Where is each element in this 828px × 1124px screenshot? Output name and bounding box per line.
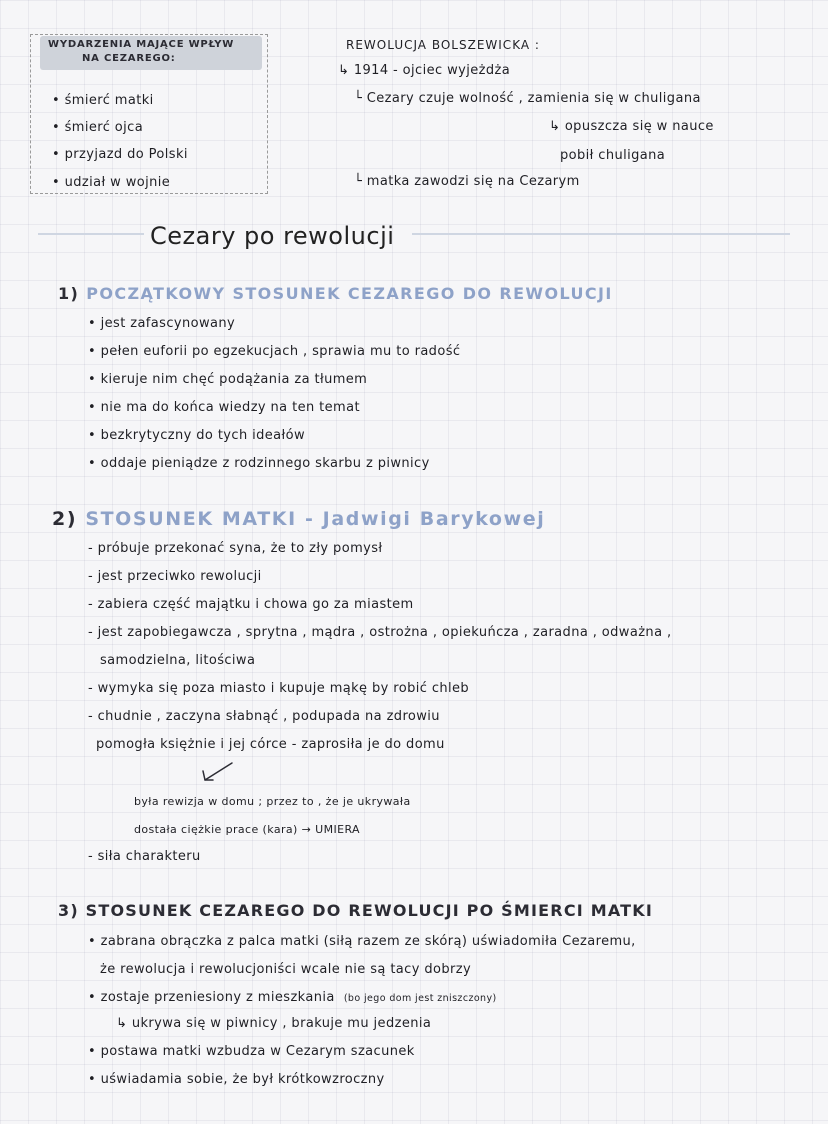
section1-number: 1): [58, 284, 80, 303]
page-title: Cezary po rewolucji: [150, 222, 395, 250]
list-item: - wymyka się poza miasto i kupuje mąkę by robić chleb: [88, 681, 470, 696]
revolution-line: [338, 63, 510, 78]
list-item: • nie ma do końca wiedzy na ten temat: [88, 400, 360, 415]
list-item: - jest zapobiegawcza , sprytna , mądra , ostrożna , opiekuńcza , zaradna , odważna ,: [88, 625, 672, 640]
branch-mark: └: [354, 91, 367, 106]
revolution-line: [354, 91, 701, 106]
title-line-left: [38, 233, 144, 235]
list-item: • zabrana obrączka z palca matki (siłą razem ze skórą) uświadomiła Cezaremu,: [88, 934, 636, 949]
list-item: - zabiera część majątku i chowa go za miastem: [88, 597, 414, 612]
section3-title: STOSUNEK CEZAREGO DO REWOLUCJI PO ŚMIERCI MATKI: [85, 901, 654, 920]
list-item-aside: (bo jego dom jest zniszczony): [343, 993, 497, 1004]
branch-mark: ↳: [116, 1016, 132, 1031]
section3-number: 3): [58, 901, 79, 920]
section1-title: POCZĄTKOWY STOSUNEK CEZAREGO DO REWOLUCJI: [86, 284, 613, 303]
list-item: pomogła księżnie i jej córce - zaprosiła je do domu: [96, 737, 445, 752]
revolution-text: opuszcza się w nauce: [564, 119, 714, 134]
list-item-continued: samodzielna, litościwa: [100, 653, 256, 668]
list-item: • jest zafascynowany: [88, 316, 235, 331]
list-item-text: ukrywa się w piwnicy , brakuje mu jedzenia: [131, 1016, 432, 1031]
list-item: - chudnie , zaczyna słabnąć , podupada na zdrowiu: [88, 709, 440, 724]
revolution-line: pobił chuligana: [560, 148, 666, 163]
event-item: • przyjazd do Polski: [52, 147, 188, 162]
revolution-text: 1914 - ojciec wyjeżdża: [353, 63, 511, 78]
event-item: • udział w wojnie: [52, 175, 170, 190]
section2-title: STOSUNEK MATKI - Jadwigi Barykowej: [85, 508, 546, 530]
event-item: • śmierć matki: [52, 93, 154, 108]
revolution-text: matka zawodzi się na Cezarym: [366, 174, 580, 189]
title-line-right: [412, 233, 790, 235]
list-item: - próbuje przekonać syna, że to zły pomysł: [88, 541, 383, 556]
list-item: - jest przeciwko rewolucji: [88, 569, 262, 584]
section2-heading: [52, 508, 545, 530]
revolution-heading: REWOLUCJA BOLSZEWICKA :: [346, 38, 540, 52]
list-item: • uświadamia sobie, że był krótkowzroczny: [88, 1072, 385, 1087]
list-item: [88, 990, 497, 1005]
events-box-title-line1: WYDARZENIA MAJĄCE WPŁYW: [48, 39, 235, 50]
list-item-text: • zostaje przeniesiony z mieszkania: [88, 990, 335, 1005]
revolution-text: Cezary czuje wolność , zamienia się w chuligana: [366, 91, 701, 106]
note-line: była rewizja w domu ; przez to , że je ukrywała: [134, 795, 411, 808]
section3-heading: [58, 901, 653, 920]
list-item-continued: że rewolucja i rewolucjoniści wcale nie są tacy dobrzy: [100, 962, 472, 977]
list-item: • postawa matki wzbudza w Cezarym szacunek: [88, 1044, 415, 1059]
revolution-line: [354, 174, 580, 189]
list-item: • kieruje nim chęć podążania za tłumem: [88, 372, 367, 387]
list-item: [116, 1016, 431, 1031]
branch-mark: ↳: [338, 63, 354, 78]
revolution-line: [549, 119, 714, 134]
down-left-arrow-icon: [196, 760, 236, 786]
section2-number: 2): [52, 508, 78, 530]
list-item: - siła charakteru: [88, 849, 201, 864]
event-item: • śmierć ojca: [52, 120, 143, 135]
list-item: • oddaje pieniądze z rodzinnego skarbu z piwnicy: [88, 456, 430, 471]
events-box-title-line2: NA CEZAREGO:: [82, 53, 176, 64]
list-item: • pełen euforii po egzekucjach , sprawia mu to radość: [88, 344, 460, 359]
branch-mark: ↳: [549, 119, 565, 134]
list-item: • bezkrytyczny do tych ideałów: [88, 428, 305, 443]
section1-heading: [58, 284, 613, 303]
note-line: dostała ciężkie prace (kara) → UMIERA: [134, 823, 360, 836]
branch-mark: └: [354, 174, 367, 189]
